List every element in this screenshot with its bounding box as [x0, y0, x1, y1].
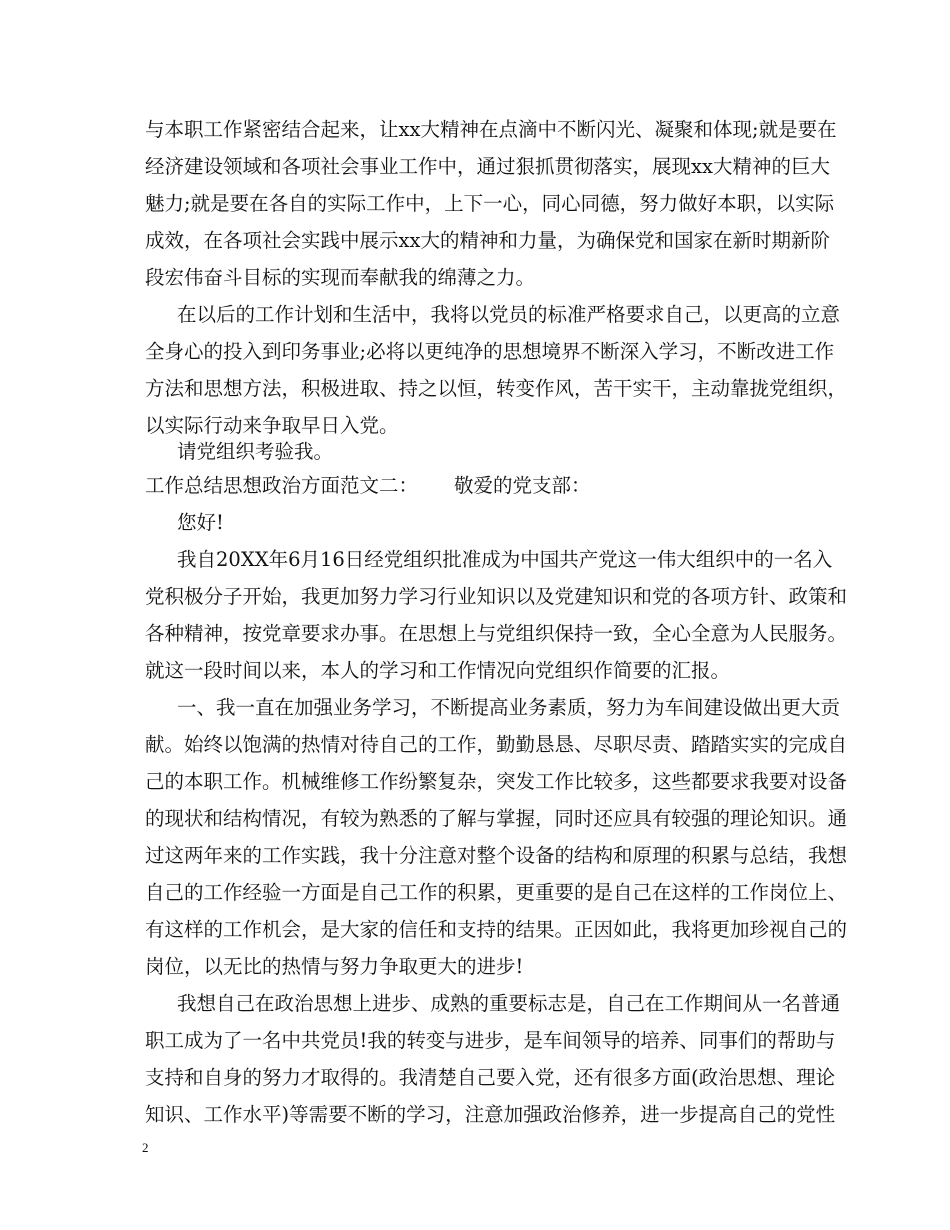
greeting: 您好! — [177, 511, 224, 534]
body-line: 成效，在各项社会实践中展示xx大的精神和力量，为确保党和国家在新时期新阶 — [145, 229, 830, 252]
paragraph-start-line: 我想自己在政治思想上进步、成熟的重要标志是，自己在工作期间从一名普通 — [177, 992, 841, 1015]
body-line: 自己的工作经验一方面是自己工作的积累，更重要的是自己在这样的工作岗位上、 — [145, 881, 848, 904]
body-line: 过这两年来的工作实践，我十分注意对整个设备的结构和原理的积累与总结，我想 — [145, 844, 848, 867]
body-line: 魅力;就是要在各自的实际工作中，上下一心，同心同德，努力做好本职，以实际 — [145, 192, 835, 215]
body-line: 有这样的工作机会，是大家的信任和支持的结果。正因如此，我将更加珍视自己的 — [145, 918, 848, 941]
section-heading: 工作总结思想政治方面范文二： — [145, 474, 419, 497]
body-line: 经济建设领域和各项社会事业工作中，通过狠抓贯彻落实，展现xx大精神的巨大 — [145, 155, 830, 178]
page-number: 2 — [142, 1140, 149, 1155]
paragraph-start-line: 一、我一直在加强业务学习，不断提高业务素质，努力为车间建设做出更大贡 — [177, 696, 841, 719]
body-line: 献。始终以饱满的热情对待自己的工作，勤勤恳恳、尽职尽责、踏踏实实的完成自 — [145, 733, 848, 756]
body-line: 己的本职工作。机械维修工作纷繁复杂，突发工作比较多，这些都要求我要对设备 — [145, 770, 848, 793]
body-line: 职工成为了一名中共党员!我的转变与进步，是车间领导的培养、同事们的帮助与 — [145, 1029, 836, 1052]
body-line: 的现状和结构情况，有较为熟悉的了解与掌握，同时还应具有较强的理论知识。通 — [145, 807, 848, 830]
body-line: 支持和自身的努力才取得的。我清楚自己要入党，还有很多方面(政治思想、理论 — [145, 1066, 836, 1089]
section-heading-line — [145, 471, 591, 501]
body-line: 各种精神，按党章要求办事。在思想上与党组织保持一致，全心全意为人民服务。 — [145, 622, 848, 645]
body-line: 与本职工作紧密结合起来，让xx大精神在点滴中不断闪光、凝聚和体现;就是要在 — [145, 118, 837, 141]
paragraph-start-line: 在以后的工作计划和生活中，我将以党员的标准严格要求自己，以更高的立意 — [177, 303, 841, 326]
salutation: 敬爱的党支部： — [454, 474, 591, 497]
request-line: 请党组织考验我。 — [177, 440, 334, 463]
body-line: 党积极分子开始，我更加努力学习行业知识以及党建知识和党的各项方针、政策和 — [145, 585, 848, 608]
body-line: 以实际行动来争取早日入党。 — [145, 414, 399, 437]
body-line: 方法和思想方法，积极进取、持之以恒，转变作风，苦干实干，主动靠拢党组织， — [145, 377, 848, 400]
body-line: 段宏伟奋斗目标的实现而奉献我的绵薄之力。 — [145, 266, 536, 289]
paragraph-start-line: 我自20XX年6月16日经党组织批准成为中国共产党这一伟大组织中的一名入 — [177, 548, 833, 571]
body-line: 岗位，以无比的热情与努力争取更大的进步! — [145, 955, 524, 978]
body-line: 知识、工作水平)等需要不断的学习，注意加强政治修养，进一步提高自己的党性 — [145, 1103, 836, 1126]
body-line: 全身心的投入到印务事业;必将以更纯净的思想境界不断深入学习，不断改进工作 — [145, 340, 835, 363]
body-line: 就这一段时间以来，本人的学习和工作情况向党组织作简要的汇报。 — [145, 659, 731, 682]
